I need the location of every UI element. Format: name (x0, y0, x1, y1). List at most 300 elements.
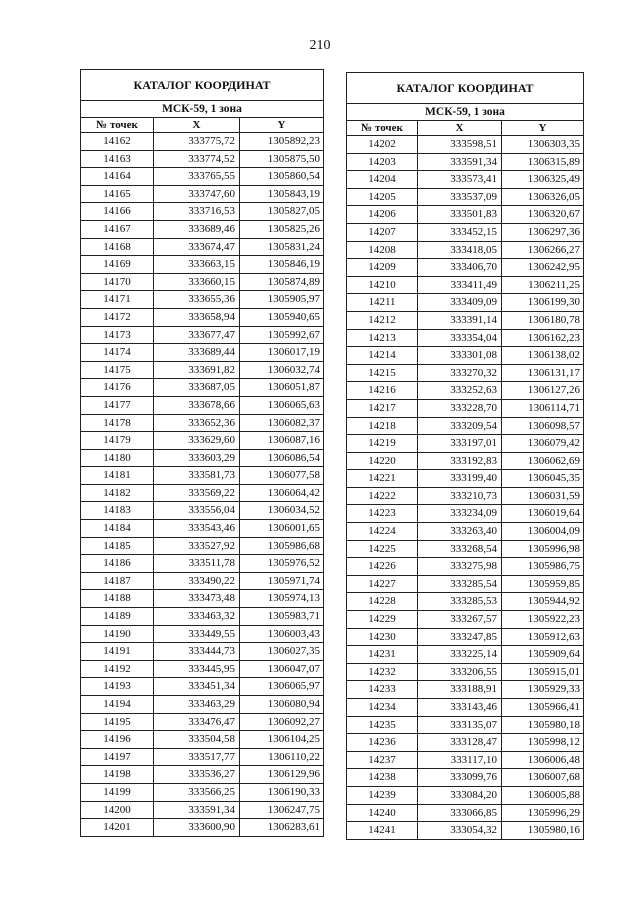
point-number-cell: 14241 (347, 822, 418, 840)
x-coordinate-cell: 333234,09 (418, 505, 502, 523)
y-coordinate-cell: 1306005,88 (502, 786, 584, 804)
table-row (81, 291, 324, 309)
x-coordinate-cell: 333569,22 (154, 484, 240, 502)
table-row (347, 593, 584, 611)
table-row (347, 681, 584, 699)
y-coordinate-cell: 1306092,27 (240, 713, 324, 731)
table-row (347, 294, 584, 312)
coordinate-system-label: МСК-59, 1 зона (347, 104, 584, 121)
point-number-cell: 14233 (347, 681, 418, 699)
x-coordinate-cell: 333263,40 (418, 523, 502, 541)
point-number-cell: 14201 (81, 819, 154, 837)
point-number-cell: 14220 (347, 452, 418, 470)
point-number-cell: 14193 (81, 678, 154, 696)
point-number-cell: 14202 (347, 136, 418, 154)
y-coordinate-cell: 1305875,50 (240, 150, 324, 168)
point-number-cell: 14168 (81, 238, 154, 256)
y-coordinate-cell: 1306064,42 (240, 484, 324, 502)
y-coordinate-cell: 1306003,43 (240, 625, 324, 643)
x-coordinate-cell: 333066,85 (418, 804, 502, 822)
point-number-cell: 14207 (347, 223, 418, 241)
x-coordinate-cell: 333490,22 (154, 572, 240, 590)
table-row (347, 171, 584, 189)
y-coordinate-cell: 1305976,52 (240, 555, 324, 573)
y-coordinate-cell: 1305825,26 (240, 220, 324, 238)
table-row (81, 537, 324, 555)
y-coordinate-cell: 1306127,26 (502, 382, 584, 400)
table-row (347, 399, 584, 417)
y-coordinate-cell: 1305860,54 (240, 168, 324, 186)
point-number-cell: 14192 (81, 660, 154, 678)
x-coordinate-cell: 333206,55 (418, 663, 502, 681)
x-coordinate-cell: 333674,47 (154, 238, 240, 256)
table-row (347, 769, 584, 787)
x-coordinate-cell: 333099,76 (418, 769, 502, 787)
y-coordinate-cell: 1305909,64 (502, 646, 584, 664)
point-number-cell: 14198 (81, 766, 154, 784)
table-row (81, 256, 324, 274)
x-coordinate-cell: 333301,08 (418, 347, 502, 365)
point-number-cell: 14234 (347, 699, 418, 717)
y-coordinate-cell: 1306297,36 (502, 223, 584, 241)
y-coordinate-cell: 1305998,12 (502, 734, 584, 752)
point-number-cell: 14212 (347, 311, 418, 329)
y-coordinate-cell: 1305915,01 (502, 663, 584, 681)
table-row (81, 379, 324, 397)
x-coordinate-cell: 333285,53 (418, 593, 502, 611)
x-coordinate-cell: 333445,95 (154, 660, 240, 678)
column-header-x: X (418, 121, 502, 136)
point-number-cell: 14229 (347, 611, 418, 629)
y-coordinate-cell: 1306138,02 (502, 347, 584, 365)
table-row (81, 660, 324, 678)
y-coordinate-cell: 1306065,63 (240, 396, 324, 414)
x-coordinate-cell: 333629,60 (154, 432, 240, 450)
point-number-cell: 14165 (81, 185, 154, 203)
x-coordinate-cell: 333658,94 (154, 308, 240, 326)
y-coordinate-cell: 1306211,25 (502, 276, 584, 294)
point-number-cell: 14221 (347, 470, 418, 488)
table-row (347, 699, 584, 717)
y-coordinate-cell: 1306190,33 (240, 783, 324, 801)
y-coordinate-cell: 1305983,71 (240, 608, 324, 626)
x-coordinate-cell: 333511,78 (154, 555, 240, 573)
point-number-cell: 14208 (347, 241, 418, 259)
table-row (347, 716, 584, 734)
table-row (81, 520, 324, 538)
x-coordinate-cell: 333418,05 (418, 241, 502, 259)
x-coordinate-cell: 333473,48 (154, 590, 240, 608)
y-coordinate-cell: 1306027,35 (240, 643, 324, 661)
point-number-cell: 14164 (81, 168, 154, 186)
x-coordinate-cell: 333689,46 (154, 220, 240, 238)
y-coordinate-cell: 1305922,23 (502, 611, 584, 629)
y-coordinate-cell: 1306326,05 (502, 188, 584, 206)
table-row (347, 575, 584, 593)
point-number-cell: 14222 (347, 487, 418, 505)
x-coordinate-cell: 333354,04 (418, 329, 502, 347)
point-number-cell: 14181 (81, 467, 154, 485)
y-coordinate-cell: 1306077,58 (240, 467, 324, 485)
point-number-cell: 14166 (81, 203, 154, 221)
table-row (347, 206, 584, 224)
x-coordinate-cell: 333556,04 (154, 502, 240, 520)
y-coordinate-cell: 1306303,35 (502, 136, 584, 154)
y-coordinate-cell: 1305944,92 (502, 593, 584, 611)
table-row (347, 311, 584, 329)
table-row (81, 572, 324, 590)
y-coordinate-cell: 1306199,30 (502, 294, 584, 312)
y-coordinate-cell: 1306062,69 (502, 452, 584, 470)
y-coordinate-cell: 1306320,67 (502, 206, 584, 224)
column-header-row (81, 118, 324, 133)
table-row (81, 150, 324, 168)
point-number-cell: 14214 (347, 347, 418, 365)
x-coordinate-cell: 333252,63 (418, 382, 502, 400)
point-number-cell: 14240 (347, 804, 418, 822)
x-coordinate-cell: 333117,10 (418, 751, 502, 769)
table-row (81, 678, 324, 696)
table-row (347, 347, 584, 365)
point-number-cell: 14197 (81, 748, 154, 766)
table-row (81, 643, 324, 661)
y-coordinate-cell: 1306242,95 (502, 259, 584, 277)
x-coordinate-cell: 333444,73 (154, 643, 240, 661)
x-coordinate-cell: 333603,29 (154, 449, 240, 467)
catalog-title-row (347, 73, 584, 104)
table-row (81, 819, 324, 837)
table-row (81, 361, 324, 379)
table-row (81, 168, 324, 186)
table-row (347, 611, 584, 629)
table-row (81, 555, 324, 573)
table-row (347, 188, 584, 206)
x-coordinate-cell: 333391,14 (418, 311, 502, 329)
y-coordinate-cell: 1305980,18 (502, 716, 584, 734)
coordinate-catalog-table-right (346, 72, 584, 840)
y-coordinate-cell: 1306045,35 (502, 470, 584, 488)
point-number-cell: 14215 (347, 364, 418, 382)
x-coordinate-cell: 333463,32 (154, 608, 240, 626)
y-coordinate-cell: 1306283,61 (240, 819, 324, 837)
x-coordinate-cell: 333598,51 (418, 136, 502, 154)
table-row (347, 558, 584, 576)
point-number-cell: 14235 (347, 716, 418, 734)
table-row (347, 628, 584, 646)
x-coordinate-cell: 333655,36 (154, 291, 240, 309)
column-header-row (347, 121, 584, 136)
point-number-cell: 14171 (81, 291, 154, 309)
table-row (81, 414, 324, 432)
y-coordinate-cell: 1305912,63 (502, 628, 584, 646)
table-row (347, 276, 584, 294)
table-row (347, 734, 584, 752)
point-number-cell: 14199 (81, 783, 154, 801)
y-coordinate-cell: 1306162,23 (502, 329, 584, 347)
y-coordinate-cell: 1306079,42 (502, 435, 584, 453)
x-coordinate-cell: 333536,27 (154, 766, 240, 784)
x-coordinate-cell: 333463,29 (154, 696, 240, 714)
point-number-cell: 14169 (81, 256, 154, 274)
coordinate-system-label: МСК-59, 1 зона (81, 101, 324, 118)
y-coordinate-cell: 1306131,17 (502, 364, 584, 382)
table-row (347, 822, 584, 840)
x-coordinate-cell: 333411,49 (418, 276, 502, 294)
table-row (81, 731, 324, 749)
point-number-cell: 14178 (81, 414, 154, 432)
point-number-cell: 14230 (347, 628, 418, 646)
point-number-cell: 14239 (347, 786, 418, 804)
table-row (81, 696, 324, 714)
table-row (81, 713, 324, 731)
y-coordinate-cell: 1306080,94 (240, 696, 324, 714)
x-coordinate-cell: 333774,52 (154, 150, 240, 168)
x-coordinate-cell: 333660,15 (154, 273, 240, 291)
point-number-cell: 14180 (81, 449, 154, 467)
point-number-cell: 14175 (81, 361, 154, 379)
point-number-cell: 14185 (81, 537, 154, 555)
x-coordinate-cell: 333591,34 (154, 801, 240, 819)
y-coordinate-cell: 1306006,48 (502, 751, 584, 769)
x-coordinate-cell: 333689,44 (154, 344, 240, 362)
y-coordinate-cell: 1305971,74 (240, 572, 324, 590)
table-row (347, 804, 584, 822)
table-row (347, 417, 584, 435)
y-coordinate-cell: 1306087,16 (240, 432, 324, 450)
x-coordinate-cell: 333128,47 (418, 734, 502, 752)
table-row (347, 505, 584, 523)
table-row (81, 484, 324, 502)
point-number-cell: 14162 (81, 133, 154, 151)
table-row (347, 487, 584, 505)
x-coordinate-cell: 333527,92 (154, 537, 240, 555)
x-coordinate-cell: 333143,46 (418, 699, 502, 717)
x-coordinate-cell: 333765,55 (154, 168, 240, 186)
column-header-x: X (154, 118, 240, 133)
x-coordinate-cell: 333716,53 (154, 203, 240, 221)
point-number-cell: 14227 (347, 575, 418, 593)
x-coordinate-cell: 333600,90 (154, 819, 240, 837)
point-number-cell: 14183 (81, 502, 154, 520)
table-row (81, 220, 324, 238)
x-coordinate-cell: 333210,73 (418, 487, 502, 505)
point-number-cell: 14179 (81, 432, 154, 450)
y-coordinate-cell: 1306266,27 (502, 241, 584, 259)
table-row (81, 449, 324, 467)
point-number-cell: 14237 (347, 751, 418, 769)
point-number-cell: 14211 (347, 294, 418, 312)
table-row (81, 273, 324, 291)
point-number-cell: 14228 (347, 593, 418, 611)
y-coordinate-cell: 1305986,68 (240, 537, 324, 555)
y-coordinate-cell: 1306032,74 (240, 361, 324, 379)
table-row (347, 136, 584, 154)
column-header-point-number: № точек (347, 121, 418, 136)
page-number: 210 (309, 38, 331, 53)
point-number-cell: 14191 (81, 643, 154, 661)
x-coordinate-cell: 333591,34 (418, 153, 502, 171)
x-coordinate-cell: 333677,47 (154, 326, 240, 344)
x-coordinate-cell: 333452,15 (418, 223, 502, 241)
y-coordinate-cell: 1306114,71 (502, 399, 584, 417)
y-coordinate-cell: 1305959,85 (502, 575, 584, 593)
x-coordinate-cell: 333192,83 (418, 452, 502, 470)
y-coordinate-cell: 1305892,23 (240, 133, 324, 151)
point-number-cell: 14195 (81, 713, 154, 731)
table-row (81, 625, 324, 643)
y-coordinate-cell: 1306007,68 (502, 769, 584, 787)
point-number-cell: 14190 (81, 625, 154, 643)
point-number-cell: 14172 (81, 308, 154, 326)
y-coordinate-cell: 1305996,29 (502, 804, 584, 822)
catalog-zone-row (347, 104, 584, 121)
y-coordinate-cell: 1305874,89 (240, 273, 324, 291)
point-number-cell: 14216 (347, 382, 418, 400)
y-coordinate-cell: 1306017,19 (240, 344, 324, 362)
y-coordinate-cell: 1306004,09 (502, 523, 584, 541)
y-coordinate-cell: 1306110,22 (240, 748, 324, 766)
point-number-cell: 14173 (81, 326, 154, 344)
point-number-cell: 14176 (81, 379, 154, 397)
x-coordinate-cell: 333209,54 (418, 417, 502, 435)
table-row (347, 751, 584, 769)
point-number-cell: 14204 (347, 171, 418, 189)
y-coordinate-cell: 1305905,97 (240, 291, 324, 309)
point-number-cell: 14186 (81, 555, 154, 573)
x-coordinate-cell: 333747,60 (154, 185, 240, 203)
table-row (347, 435, 584, 453)
x-coordinate-cell: 333573,41 (418, 171, 502, 189)
table-row (347, 153, 584, 171)
point-number-cell: 14232 (347, 663, 418, 681)
point-number-cell: 14194 (81, 696, 154, 714)
table-row (81, 783, 324, 801)
y-coordinate-cell: 1306034,52 (240, 502, 324, 520)
x-coordinate-cell: 333285,54 (418, 575, 502, 593)
y-coordinate-cell: 1305846,19 (240, 256, 324, 274)
x-coordinate-cell: 333449,55 (154, 625, 240, 643)
y-coordinate-cell: 1306098,57 (502, 417, 584, 435)
x-coordinate-cell: 333135,07 (418, 716, 502, 734)
table-row (347, 663, 584, 681)
point-number-cell: 14163 (81, 150, 154, 168)
x-coordinate-cell: 333199,40 (418, 470, 502, 488)
x-coordinate-cell: 333228,70 (418, 399, 502, 417)
x-coordinate-cell: 333197,01 (418, 435, 502, 453)
x-coordinate-cell: 333247,85 (418, 628, 502, 646)
point-number-cell: 14187 (81, 572, 154, 590)
table-row (81, 766, 324, 784)
x-coordinate-cell: 333188,91 (418, 681, 502, 699)
x-coordinate-cell: 333678,66 (154, 396, 240, 414)
x-coordinate-cell: 333270,32 (418, 364, 502, 382)
table-row (347, 646, 584, 664)
x-coordinate-cell: 333775,72 (154, 133, 240, 151)
point-number-cell: 14184 (81, 520, 154, 538)
table-row (81, 396, 324, 414)
x-coordinate-cell: 333054,32 (418, 822, 502, 840)
point-number-cell: 14226 (347, 558, 418, 576)
table-row (347, 382, 584, 400)
x-coordinate-cell: 333691,82 (154, 361, 240, 379)
x-coordinate-cell: 333084,20 (418, 786, 502, 804)
point-number-cell: 14218 (347, 417, 418, 435)
table-row (81, 344, 324, 362)
y-coordinate-cell: 1305986,75 (502, 558, 584, 576)
y-coordinate-cell: 1306180,78 (502, 311, 584, 329)
point-number-cell: 14188 (81, 590, 154, 608)
table-row (81, 748, 324, 766)
table-row (347, 540, 584, 558)
point-number-cell: 14189 (81, 608, 154, 626)
y-coordinate-cell: 1305940,65 (240, 308, 324, 326)
point-number-cell: 14206 (347, 206, 418, 224)
point-number-cell: 14231 (347, 646, 418, 664)
point-number-cell: 14167 (81, 220, 154, 238)
point-number-cell: 14182 (81, 484, 154, 502)
point-number-cell: 14210 (347, 276, 418, 294)
table-row (81, 608, 324, 626)
x-coordinate-cell: 333225,14 (418, 646, 502, 664)
column-header-point-number: № точек (81, 118, 154, 133)
x-coordinate-cell: 333267,57 (418, 611, 502, 629)
y-coordinate-cell: 1306065,97 (240, 678, 324, 696)
y-coordinate-cell: 1306086,54 (240, 449, 324, 467)
x-coordinate-cell: 333543,46 (154, 520, 240, 538)
coordinate-catalog-table-left (80, 69, 324, 837)
x-coordinate-cell: 333406,70 (418, 259, 502, 277)
catalog-title: КАТАЛОГ КООРДИНАТ (81, 70, 324, 101)
y-coordinate-cell: 1306247,75 (240, 801, 324, 819)
point-number-cell: 14224 (347, 523, 418, 541)
table-row (81, 326, 324, 344)
table-row (81, 185, 324, 203)
x-coordinate-cell: 333476,47 (154, 713, 240, 731)
y-coordinate-cell: 1306047,07 (240, 660, 324, 678)
point-number-cell: 14205 (347, 188, 418, 206)
point-number-cell: 14238 (347, 769, 418, 787)
table-row (347, 523, 584, 541)
y-coordinate-cell: 1305996,98 (502, 540, 584, 558)
table-row (347, 241, 584, 259)
point-number-cell: 14213 (347, 329, 418, 347)
point-number-cell: 14200 (81, 801, 154, 819)
table-row (81, 308, 324, 326)
x-coordinate-cell: 333566,25 (154, 783, 240, 801)
x-coordinate-cell: 333581,73 (154, 467, 240, 485)
y-coordinate-cell: 1305827,05 (240, 203, 324, 221)
x-coordinate-cell: 333663,15 (154, 256, 240, 274)
x-coordinate-cell: 333451,34 (154, 678, 240, 696)
table-row (81, 590, 324, 608)
point-number-cell: 14219 (347, 435, 418, 453)
point-number-cell: 14223 (347, 505, 418, 523)
table-row (81, 801, 324, 819)
y-coordinate-cell: 1306315,89 (502, 153, 584, 171)
x-coordinate-cell: 333504,58 (154, 731, 240, 749)
point-number-cell: 14217 (347, 399, 418, 417)
catalog-title-row (81, 70, 324, 101)
y-coordinate-cell: 1305831,24 (240, 238, 324, 256)
x-coordinate-cell: 333517,77 (154, 748, 240, 766)
y-coordinate-cell: 1305992,67 (240, 326, 324, 344)
y-coordinate-cell: 1306051,87 (240, 379, 324, 397)
point-number-cell: 14236 (347, 734, 418, 752)
catalog-title: КАТАЛОГ КООРДИНАТ (347, 73, 584, 104)
y-coordinate-cell: 1306031,59 (502, 487, 584, 505)
x-coordinate-cell: 333537,09 (418, 188, 502, 206)
table-row (347, 470, 584, 488)
